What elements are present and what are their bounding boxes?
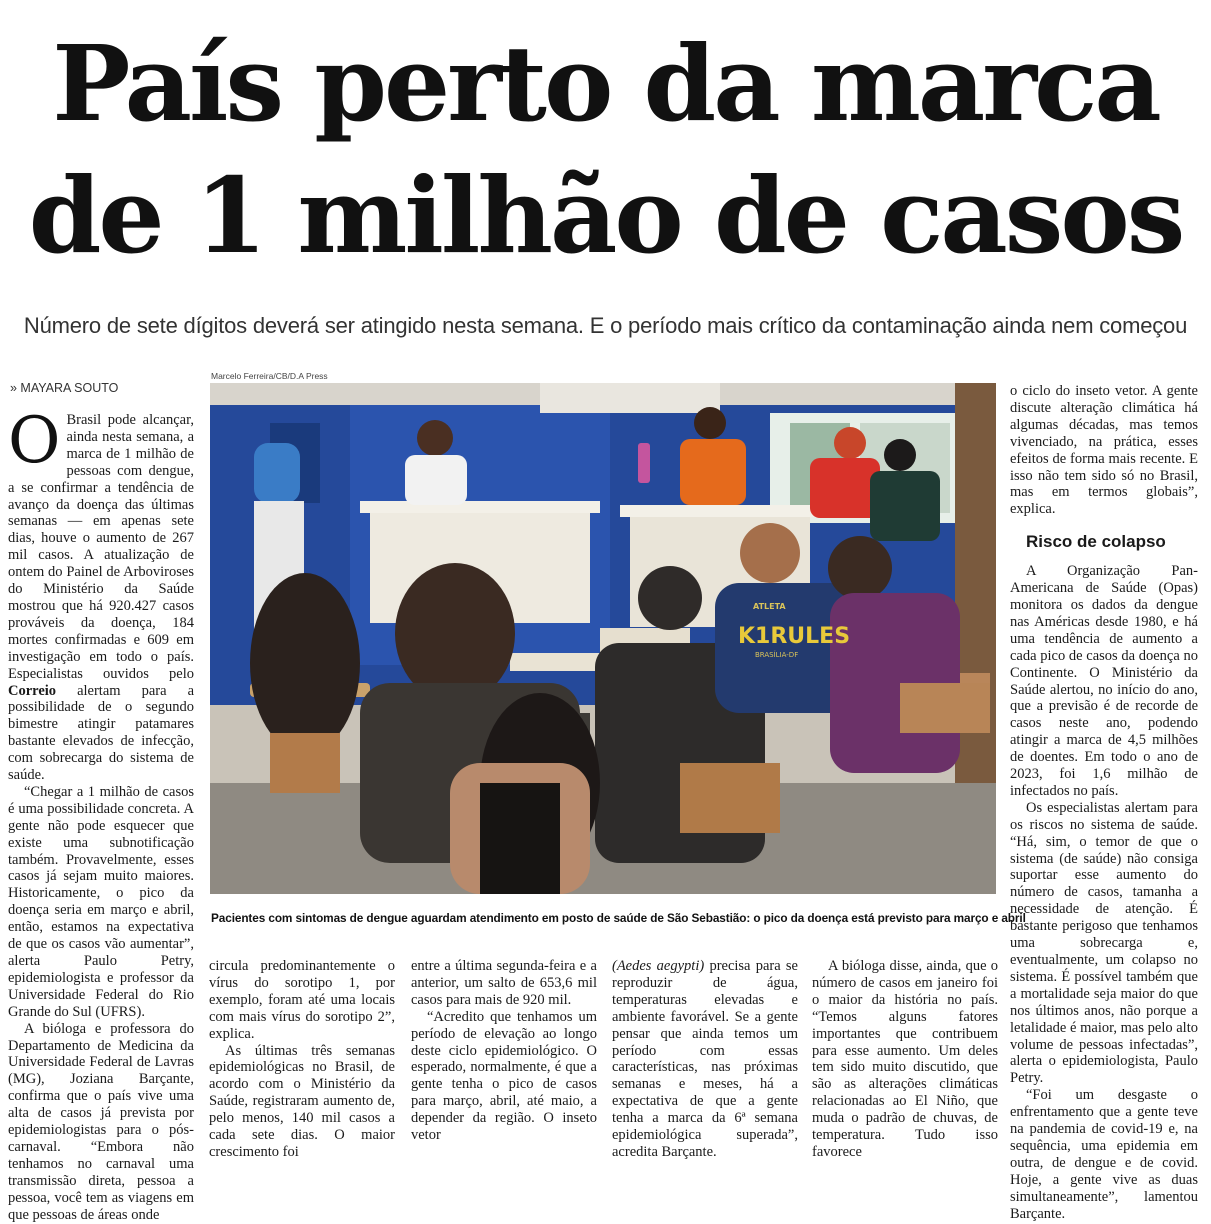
- shirt-logo-text: K1RULES: [738, 624, 851, 649]
- shirt-top-text: ATLETA: [753, 602, 786, 611]
- byline: » MAYARA SOUTO: [10, 381, 119, 395]
- article-column-6: [1010, 383, 1198, 1223]
- photo-caption: Pacientes com sintomas de dengue aguardam atendimento em posto de saúde de São Sebastião: o pico da doença está previsto para março e abril: [211, 911, 1026, 925]
- headline-line-2: de 1 milhão de casos: [28, 154, 1183, 277]
- section-subhead: Risco de colapso: [1026, 532, 1166, 552]
- headline-line-1: País perto da marca: [52, 22, 1159, 145]
- article-column-5: [812, 958, 998, 1161]
- article-paragraph: A bióloga disse, ainda, que o número de casos em janeiro foi o maior da história no país. “Temos alguns fatores importantes que contribuem para esse aumento. Um deles tem sido muito discutido, que são as alterações climáticas relacionadas ao El Niño, que muda o padrão de chuvas, de temperatura. Tudo isso favorece: [812, 958, 998, 1160]
- photo-credit: Marcelo Ferreira/CB/D.A Press: [211, 371, 328, 381]
- article-paragraph: O Brasil pode alcançar, ainda nesta semana, a marca de 1 milhão de pessoas com dengue, a se confirmar a tendência de avanço da doença das últimas semanas — em apenas sete dias, houve o aumento de 267 mil casos. A atualização de ontem do Painel de Arboviroses do Ministério da Saúde mostrou que há 920.427 casos prováveis da doença, 184 mortes confirmadas e 609 em investigação em todo o país. Especialistas ouvidos pelo Correio alertam para a possibilidade de o segundo bimestre atingir patamares bastante elevados de infecção, com sobrecarga do sistema de saúde.: [8, 404, 194, 784]
- news-photo: [210, 383, 996, 894]
- article-paragraph: circula predominantemente o vírus do sorotipo 1, por exemplo, foram até uma locais com mais vírus do sorotipo 2”, explica.: [209, 958, 395, 1042]
- species-name: (Aedes aegypti): [612, 958, 705, 974]
- article-paragraph: Os especialistas alertam para os riscos no sistema de saúde. “Há, sim, o temor de que o sistema (de saúde) não consiga suportar esse aumento do número de casos, tamanha a necessidade de atenção. É bastante perigoso que tenhamos uma sobrecarga e, eventualmente, um colapso no sistema. É possível também que a mortalidade seja maior do que nos últimos anos, não porque a letalidade é maior, mas pelo alto volume de pessoas infectadas”, alerta o epidemiologista, Paulo Petry.: [1010, 799, 1198, 1087]
- subtitle: Número de sete dígitos deverá ser atingido nesta semana. E o período mais crítico da contaminação ainda nem começou: [23, 313, 1188, 338]
- waiting-room-illustration: [210, 383, 996, 894]
- dropcap: O: [8, 404, 61, 478]
- article-paragraph: As últimas três semanas epidemiológicas no Brasil, de acordo com o Ministério da Saúde, registraram aumento de, pelo menos, 140 mil casos a cada sete dias. O maior crescimento foi: [209, 1042, 395, 1160]
- newspaper-name: Correio: [8, 682, 57, 699]
- article-paragraph: (Aedes aegypti) precisa para se reproduzir de água, temperaturas elevadas e ambiente favorável. Se a gente pensar que ainda temos um período com essas características, nas próximas semanas e meses, há a expectativa de que a gente tenha a marca da 6ª semana epidemiológica superada”, acredita Barçante.: [612, 958, 798, 1160]
- article-paragraph: A bióloga e professora do Departamento de Medicina da Universidade Federal de Lavras (MG), Joziana Barçante, confirma que o país vive uma alta de casos já prevista por epidemiologistas para o pós-carnaval. “Embora não tenhamos no carnaval uma transmissão direta, pessoa a pessoa, você tem as viagens em que pessoas de áreas onde: [8, 1020, 194, 1223]
- article-column-4: [612, 958, 798, 1161]
- article-column-2: [209, 958, 395, 1161]
- article-column-1: [8, 404, 194, 1224]
- article-paragraph: entre a última segunda-feira e a anterior, um salto de 653,6 mil casos para mais de 920 mil.: [411, 958, 597, 1008]
- article-column-3: [411, 958, 597, 1144]
- article-paragraph: A Organização Pan-Americana de Saúde (Opas) monitora os dados da dengue nas Américas desde 1980, e há uma tendência de aumento a cada pico de casos da doença no Continente. O Ministério da Saúde alertou, no início do ano, que a previsão é de recorde de casos neste ano, podendo atingir a marca de 4,5 milhões de doentes. Em todo o ano de 2023, foi 1,6 milhão de infectados no país.: [1010, 563, 1198, 799]
- article-paragraph: “Foi um desgaste o enfrentamento que a gente teve na pandemia de covid-19 e, na sequência, uma epidemia em outra, de dengue e de covid. Hoje, a gente vive as duas simultaneamente”, lamentou Barçante.: [1010, 1087, 1198, 1222]
- shirt-bottom-text: BRASÍLIA-DF: [755, 651, 799, 659]
- article-paragraph: “Acredito que tenhamos um período de elevação ao longo deste ciclo epidemiológico. O esperado, normalmente, é que a gente tenha o pico de casos para março, abril, até maio, a depender da região. O inseto vetor: [411, 1008, 597, 1144]
- article-paragraph: o ciclo do inseto vetor. A gente discute alteração climática há algumas décadas, mas temos vivenciado, na prática, esses efeitos de forma mais recente. E isso não tem sido só no Brasil, mas em termos globais”, explica.: [1010, 383, 1198, 518]
- article-paragraph: “Chegar a 1 milhão de casos é uma possibilidade concreta. A gente não pode esquecer que existe uma subnotificação também. Provavelmente, esses casos já sejam muito maiores. Historicamente, o pico da doença seria em março e abril, então, estamos na expectativa de que os casos vão aumentar”, alerta Paulo Petry, epidemiologista e professor da Universidade Federal do Rio Grande do Sul (UFRS).: [8, 783, 194, 1020]
